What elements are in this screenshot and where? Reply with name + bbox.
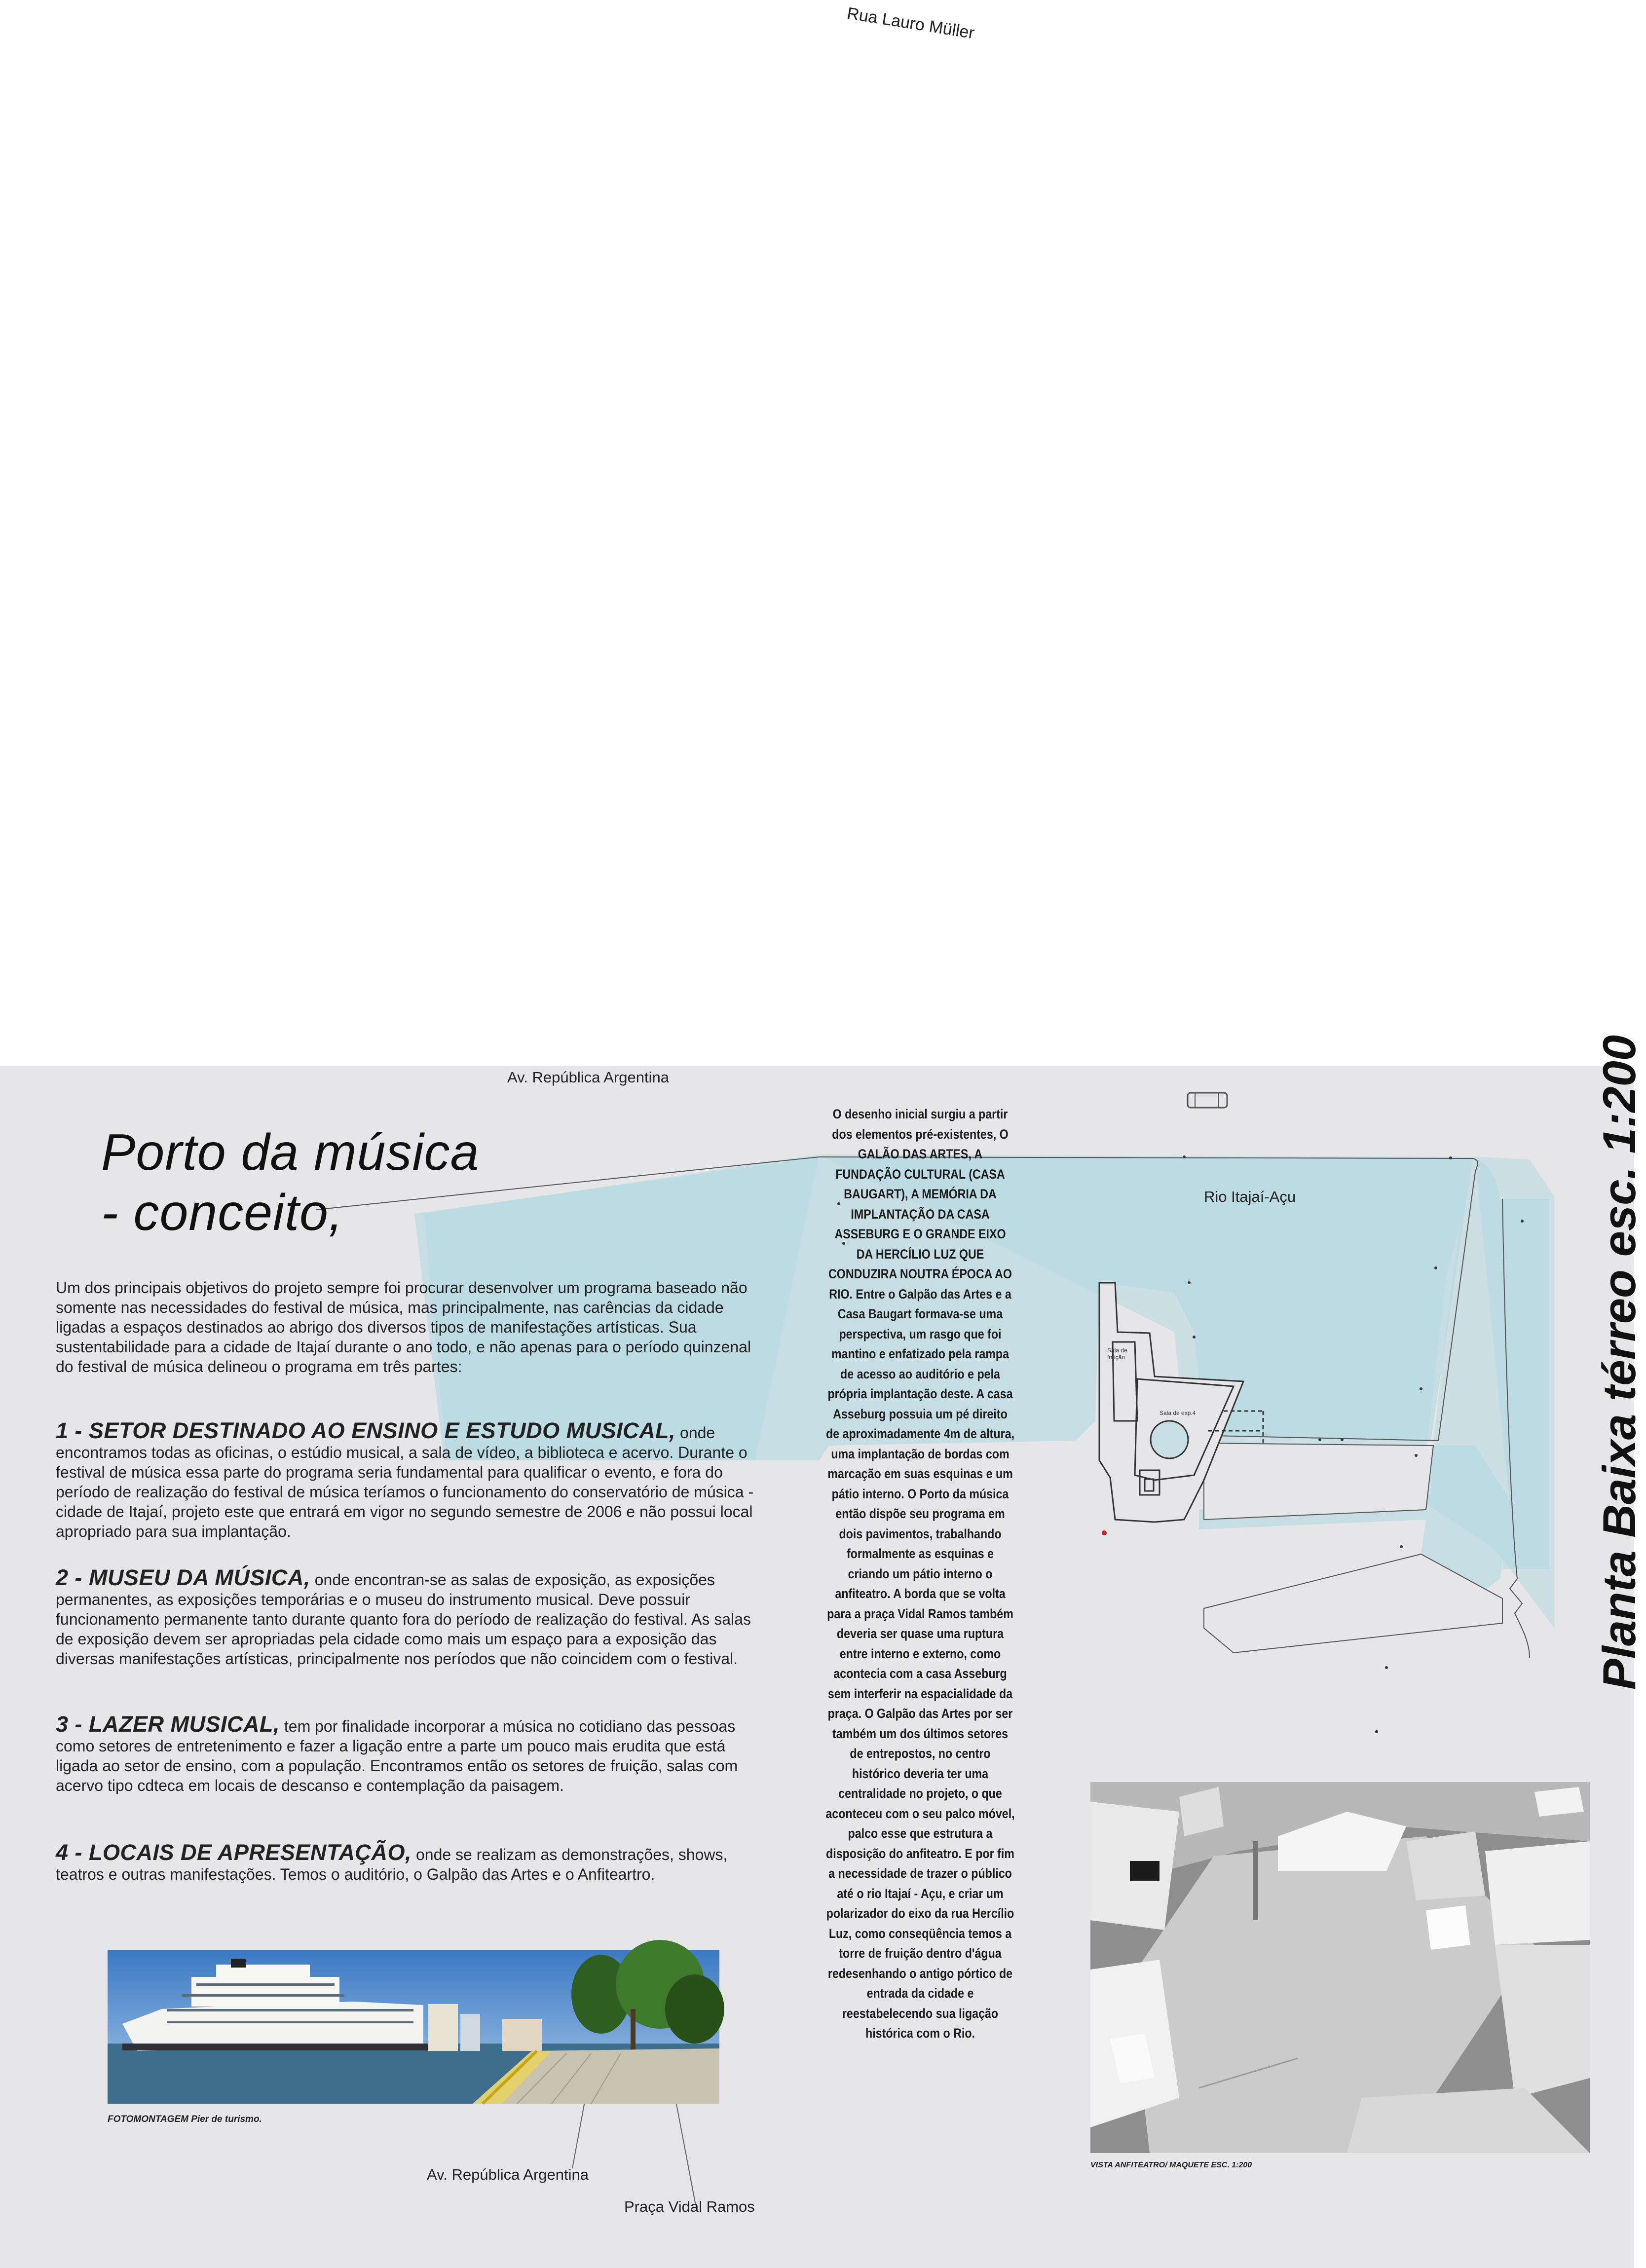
room-label-sala-fruicao: Sala de fruição [1107, 1347, 1127, 1361]
section-2-text: onde encontran-se as salas de exposição, as exposições permanentes, as exposições temporárias e o museu do instrumento musical. Deve possuir funcionamento permanente tanto durante quanto fora do período de realização do festival. As salas de exposição devem ser apropriadas pela cidade como mais um espaço para a exposição das diversas manifestações artísticas, principalmente nos períodos que não coincidem com o festival. [56, 1571, 751, 1668]
section-3-text: tem por finalidade incorporar a música no cotidiano das pessoas como setores de entretenimento e fazer a ligação entre a parte um pouco mais erudita que está ligada ao setor de ensino, com a população. Encontramos então os setores de fruição, salas com acervo tipo cdteca em locais de descanso e contemplação da paisagem. [56, 1717, 738, 1794]
street-label-rua-lauro-muller: Rua Lauro Müller [846, 4, 976, 43]
street-label-av-republica-top: Av. República Argentina [507, 1069, 670, 1086]
red-marker [1102, 1530, 1107, 1535]
concept-text-column: O desenho inicial surgiu a partir dos elementos pré-existentes, O GALÃO DAS ARTES, A FUNDAÇÃO CULTURAL (CASA BAUGART), A MEMÓRIA DA IMPLANTAÇÃO DA CASA ASSEBURG E O GRANDE EIXO DA HERCÍLIO LUZ QUE CONDUZIRA NOUTRA ÉPOCA AO RIO. Entre o Galpão das Artes e a Casa Baugart formava-se uma perspectiva, um rasgo que foi mantino e enfatizado pela rampa de acesso ao auditório e pela própria implantação deste. A casa Asseburg possuia um pé direito de aproximadamente 4m de altura, uma implantação de bordas com marcação em suas esquinas e um pátio interno. O Porto da música então dispõe seu programa em dois pavimentos, trabalhando formalmente as esquinas e criando um pátio interno o anfiteatro. A borda que se volta para a praça Vidal Ramos também deveria ser quase uma ruptura entre interno e externo, como acontecia com a casa Asseburg sem interferir na espacialidade da praça. O Galpão das Artes por ser também um dos últimos setores de entrepostos, no centro histórico deveria ter uma centralidade no projeto, o que aconteceu com o seu palco móvel, palco esse que estrutura a disposição do anfiteatro. E por fim a necessidade de trazer o público até o rio Itajaí - Açu, e criar um polarizador do eixo da rua Hercílio Luz, como conseqüência temos a torre de fruição dentro d'água redesenhando o antigo pórtico de entrada da cidade e reestabelecendo sua ligação histórica com o Rio. [825, 1107, 1015, 2041]
section-3 [56, 1711, 756, 1795]
section-1-text: onde encontramos todas as oficinas, o estúdio musical, a sala de vídeo, a biblioteca e acervo. Durante o festival de música essa parte do programa seria fundamental para qualificar o evento, e fora do período de realização do festival de música teríamos o funcionamento do conservatório de música - cidade de Itajaí, projeto este que entrará em vigor no segundo semestre de 2006 e não possui local apropriado para sua implantação. [56, 1424, 754, 1540]
intro-paragraph: Um dos principais objetivos do projeto sempre foi procurar desenvolver um programa baseado não somente nas necessidades do festival de música, mas principalmente, nas carências da cidade ligadas a espaços destinados ao abrigo dos diversos tipos de manifestações artísticas. Sua sustentabilidade para a cidade de Itajaí durante o ano todo, e não apenas para o período quinzenal do festival de música delineou o programa em três partes: [56, 1279, 751, 1376]
title-line-1: Porto da música [101, 1124, 480, 1181]
pier-middle [1204, 1443, 1433, 1520]
title-line-2: - conceito, [101, 1184, 343, 1241]
model-view-image [1090, 1782, 1590, 2153]
section-4-heading: 4 - LOCAIS DE APRESENTAÇÃO, [56, 1840, 412, 1865]
page-title [101, 1122, 479, 1243]
boat-icon [1188, 1093, 1227, 1108]
section-1 [56, 1418, 756, 1541]
section-1-heading: 1 - SETOR DESTINADO AO ENSINO E ESTUDO MUSICAL, [56, 1418, 676, 1443]
section-2 [56, 1565, 756, 1669]
section-3-heading: 3 - LAZER MUSICAL, [56, 1711, 280, 1737]
room-label-sala-exp: Sala de exp.4 [1160, 1410, 1196, 1416]
section-4 [56, 1840, 756, 1884]
section-4-text: onde se realizam as demonstrações, shows, teatros e outras manifestações. Temos o auditório, o Galpão das Artes e o Anfiteartro. [56, 1846, 728, 1883]
street-label-av-republica-bottom: Av. República Argentina [427, 2166, 589, 2183]
river-label: Rio Itajaí-Açu [1204, 1188, 1296, 1205]
photomontage-pier-image [108, 1950, 719, 2104]
photo-caption: FOTOMONTAGEM Pier de turismo. [108, 2114, 262, 2124]
street-label-praca-vidal-ramos: Praça Vidal Ramos [624, 2198, 755, 2215]
model-caption: VISTA ANFITEATRO/ MAQUETE ESC. 1:200 [1090, 2161, 1252, 2169]
section-2-heading: 2 - MUSEU DA MÚSICA, [56, 1565, 310, 1590]
plan-title: Planta Baixa térreo esc. 1:200 [1593, 1035, 1645, 1690]
